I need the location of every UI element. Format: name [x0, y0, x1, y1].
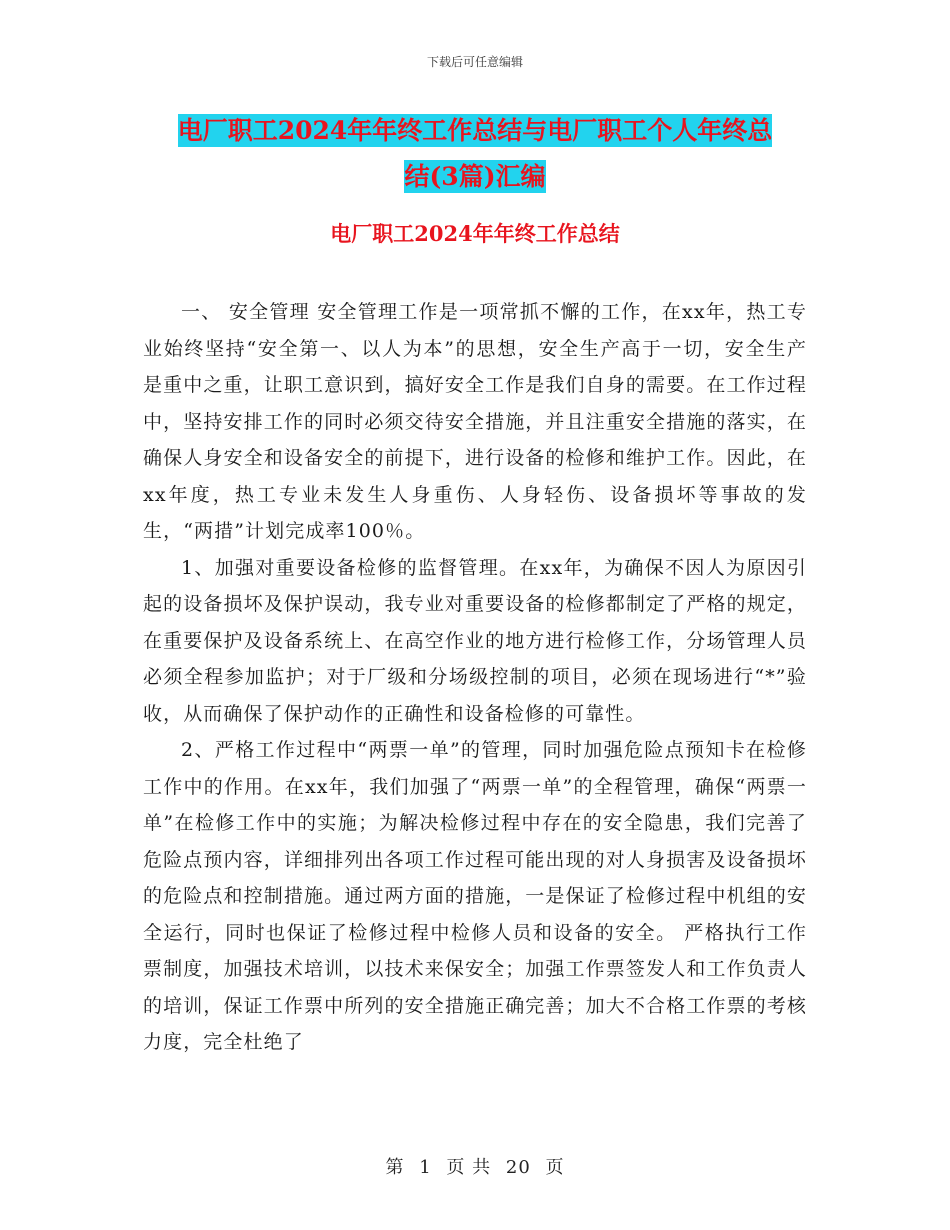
document-body — [143, 294, 807, 1061]
page-footer — [0, 1153, 950, 1179]
document-title-line-2: 结(3篇)汇编 — [404, 162, 546, 191]
document-title-line-1: 电厂职工2024年年终工作总结与电厂职工个人年终总 — [177, 116, 773, 145]
page-prefix: 第 — [385, 1157, 405, 1178]
paragraph-item-2: 2、严格工作过程中“两票一单”的管理，同时加强危险点预知卡在检修工作中的作用。在xx年，我们加强了“两票一单”的全程管理，确保“两票一单”在检修工作中的实施；为解决检修过程中存在的安全隐患，我们完善了危险点预内容，详细排列出各项工作过程可能出现的对人身损害及设备损坏的危险点和控制措施。通过两方面的措施，一是保证了检修过程中机组的安全运行，同时也保证了检修过程中检修人员和设备的安全。 严格执行工作票制度，加强技术培训，以技术来保安全；加强工作票签发人和工作负责人的培训，保证工作票中所列的安全措施正确完善；加大不合格工作票的考核力度，完全杜绝了 — [143, 739, 807, 1053]
document-title — [0, 108, 950, 200]
page-mid: 页 共 — [446, 1157, 492, 1178]
section-title: 电厂职工2024年年终工作总结 — [330, 221, 620, 246]
page-current: 1 — [419, 1157, 432, 1178]
header-note: 下载后可任意编辑 — [426, 55, 523, 69]
paragraph-item-1: 1、加强对重要设备检修的监督管理。在xx年，为确保不因人为原因引起的设备损坏及保护误动，我专业对重要设备的检修都制定了严格的规定，在重要保护及设备系统上、在高空作业的地方进行检修工作，分场管理人员必须全程参加监护；对于厂级和分场级控制的项目，必须在现场进行“*”验收，从而确保了保护动作的正确性和设备检修的可靠性。 — [143, 556, 807, 725]
page-total: 20 — [505, 1157, 531, 1178]
page-suffix: 页 — [545, 1157, 565, 1178]
paragraph-safety-management: 一、 安全管理 安全管理工作是一项常抓不懈的工作，在xx年，热工专业始终坚持“安全第一、以人为本”的思想，安全生产高于一切，安全生产是重中之重，让职工意识到，搞好安全工作是我们自身的需要。在工作过程中，坚持安排工作的同时必须交待安全措施，并且注重安全措施的落实，在确保人身安全和设备安全的前提下，进行设备的检修和维护工作。因此，在xx年度，热工专业未发生人身重伤、人身轻伤、设备损坏等事故的发生，“两措”计划完成率100％。 — [143, 301, 807, 542]
